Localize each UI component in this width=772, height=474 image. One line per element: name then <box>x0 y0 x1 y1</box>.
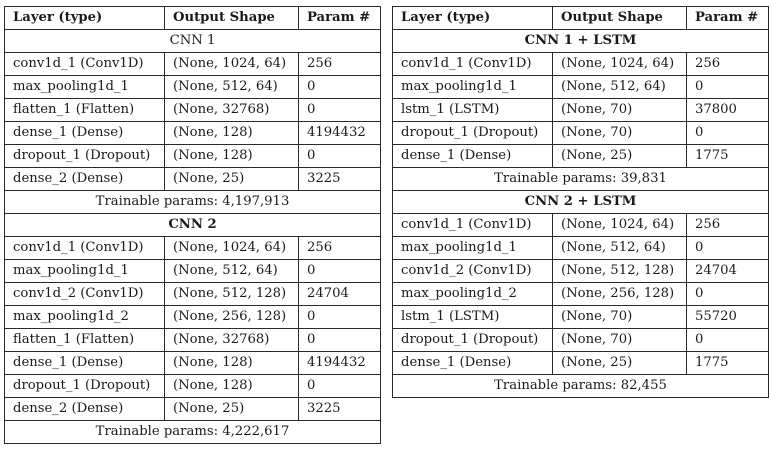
section-title-row <box>5 214 381 237</box>
output-shape-cell: (None, 512, 64) <box>553 237 687 260</box>
table-row <box>393 214 769 237</box>
param-cell: 1775 <box>687 145 769 168</box>
output-shape-cell: (None, 512, 64) <box>165 260 299 283</box>
trainable-params-row <box>393 168 769 191</box>
output-shape-cell: (None, 25) <box>165 168 299 191</box>
right-table-body <box>393 30 769 398</box>
table-row <box>5 99 381 122</box>
output-shape-cell: (None, 1024, 64) <box>165 53 299 76</box>
param-cell: 0 <box>299 260 381 283</box>
output-shape-cell: (None, 128) <box>165 352 299 375</box>
layer-cell: max_pooling1d_2 <box>5 306 165 329</box>
param-cell: 0 <box>299 76 381 99</box>
table-row <box>5 260 381 283</box>
header-layer: Layer (type) <box>393 7 553 30</box>
output-shape-cell: (None, 512, 128) <box>553 260 687 283</box>
layer-cell: dense_1 (Dense) <box>393 352 553 375</box>
table-row <box>5 76 381 99</box>
header-output-shape: Output Shape <box>553 7 687 30</box>
table-row <box>393 283 769 306</box>
layer-cell: conv1d_1 (Conv1D) <box>5 237 165 260</box>
section-title: CNN 2 + LSTM <box>393 191 769 214</box>
left-table-body <box>5 30 381 444</box>
layer-cell: max_pooling1d_1 <box>393 76 553 99</box>
layer-cell: conv1d_1 (Conv1D) <box>393 53 553 76</box>
table-row <box>393 76 769 99</box>
layer-cell: dropout_1 (Dropout) <box>5 375 165 398</box>
table-row <box>5 283 381 306</box>
output-shape-cell: (None, 128) <box>165 145 299 168</box>
output-shape-cell: (None, 70) <box>553 122 687 145</box>
trainable-params-row <box>5 421 381 444</box>
trainable-params: Trainable params: 4,197,913 <box>5 191 381 214</box>
layer-cell: max_pooling1d_2 <box>393 283 553 306</box>
output-shape-cell: (None, 70) <box>553 329 687 352</box>
header-param: Param # <box>687 7 769 30</box>
param-cell: 0 <box>299 99 381 122</box>
param-cell: 3225 <box>299 398 381 421</box>
param-cell: 0 <box>299 145 381 168</box>
param-cell: 256 <box>687 53 769 76</box>
table-row <box>393 237 769 260</box>
param-cell: 55720 <box>687 306 769 329</box>
output-shape-cell: (None, 25) <box>553 352 687 375</box>
param-cell: 0 <box>687 283 769 306</box>
param-cell: 256 <box>687 214 769 237</box>
param-cell: 0 <box>687 237 769 260</box>
layer-cell: conv1d_1 (Conv1D) <box>393 214 553 237</box>
trainable-params: Trainable params: 39,831 <box>393 168 769 191</box>
layer-cell: max_pooling1d_1 <box>5 76 165 99</box>
right-model-table <box>392 6 769 398</box>
header-output-shape: Output Shape <box>165 7 299 30</box>
output-shape-cell: (None, 512, 64) <box>165 76 299 99</box>
layer-cell: dense_2 (Dense) <box>5 168 165 191</box>
table-row <box>393 306 769 329</box>
layer-cell: flatten_1 (Flatten) <box>5 329 165 352</box>
trainable-params-row <box>393 375 769 398</box>
output-shape-cell: (None, 512, 128) <box>165 283 299 306</box>
param-cell: 0 <box>299 375 381 398</box>
layer-cell: conv1d_2 (Conv1D) <box>5 283 165 306</box>
layer-cell: max_pooling1d_1 <box>393 237 553 260</box>
trainable-params: Trainable params: 82,455 <box>393 375 769 398</box>
param-cell: 1775 <box>687 352 769 375</box>
header-layer: Layer (type) <box>5 7 165 30</box>
layer-cell: flatten_1 (Flatten) <box>5 99 165 122</box>
output-shape-cell: (None, 70) <box>553 99 687 122</box>
param-cell: 37800 <box>687 99 769 122</box>
output-shape-cell: (None, 1024, 64) <box>553 214 687 237</box>
output-shape-cell: (None, 512, 64) <box>553 76 687 99</box>
section-title-row <box>5 30 381 53</box>
table-row <box>393 122 769 145</box>
output-shape-cell: (None, 1024, 64) <box>553 53 687 76</box>
output-shape-cell: (None, 256, 128) <box>553 283 687 306</box>
table-row <box>393 99 769 122</box>
table-row <box>5 122 381 145</box>
layer-cell: dense_1 (Dense) <box>5 352 165 375</box>
table-row <box>5 53 381 76</box>
section-title-row <box>393 30 769 53</box>
output-shape-cell: (None, 128) <box>165 122 299 145</box>
layer-cell: dense_1 (Dense) <box>393 145 553 168</box>
table-row <box>5 237 381 260</box>
trainable-params: Trainable params: 4,222,617 <box>5 421 381 444</box>
left-model-table <box>4 6 381 444</box>
output-shape-cell: (None, 128) <box>165 375 299 398</box>
layer-cell: conv1d_1 (Conv1D) <box>5 53 165 76</box>
section-title: CNN 1 + LSTM <box>393 30 769 53</box>
layer-cell: dropout_1 (Dropout) <box>393 329 553 352</box>
output-shape-cell: (None, 1024, 64) <box>165 237 299 260</box>
param-cell: 0 <box>687 329 769 352</box>
section-title: CNN 2 <box>5 214 381 237</box>
trainable-params-row <box>5 191 381 214</box>
param-cell: 256 <box>299 53 381 76</box>
param-cell: 24704 <box>687 260 769 283</box>
layer-cell: dense_1 (Dense) <box>5 122 165 145</box>
header-row <box>5 7 381 30</box>
layer-cell: dense_2 (Dense) <box>5 398 165 421</box>
table-row <box>5 145 381 168</box>
layer-cell: lstm_1 (LSTM) <box>393 99 553 122</box>
table-row <box>5 352 381 375</box>
param-cell: 4194432 <box>299 352 381 375</box>
table-row <box>5 168 381 191</box>
table-row <box>5 329 381 352</box>
param-cell: 0 <box>687 122 769 145</box>
table-row <box>393 329 769 352</box>
table-row <box>5 375 381 398</box>
layer-cell: dropout_1 (Dropout) <box>393 122 553 145</box>
header-row <box>393 7 769 30</box>
output-shape-cell: (None, 32768) <box>165 329 299 352</box>
layer-cell: max_pooling1d_1 <box>5 260 165 283</box>
table-row <box>393 260 769 283</box>
param-cell: 24704 <box>299 283 381 306</box>
output-shape-cell: (None, 256, 128) <box>165 306 299 329</box>
table-row <box>393 145 769 168</box>
layer-cell: conv1d_2 (Conv1D) <box>393 260 553 283</box>
layer-cell: dropout_1 (Dropout) <box>5 145 165 168</box>
output-shape-cell: (None, 25) <box>553 145 687 168</box>
table-row <box>393 352 769 375</box>
output-shape-cell: (None, 32768) <box>165 99 299 122</box>
layer-cell: lstm_1 (LSTM) <box>393 306 553 329</box>
output-shape-cell: (None, 25) <box>165 398 299 421</box>
table-row <box>5 398 381 421</box>
param-cell: 0 <box>299 306 381 329</box>
param-cell: 0 <box>687 76 769 99</box>
param-cell: 0 <box>299 329 381 352</box>
output-shape-cell: (None, 70) <box>553 306 687 329</box>
table-row <box>393 53 769 76</box>
section-title-row <box>393 191 769 214</box>
section-title: CNN 1 <box>5 30 381 53</box>
param-cell: 256 <box>299 237 381 260</box>
table-row <box>5 306 381 329</box>
param-cell: 3225 <box>299 168 381 191</box>
header-param: Param # <box>299 7 381 30</box>
param-cell: 4194432 <box>299 122 381 145</box>
